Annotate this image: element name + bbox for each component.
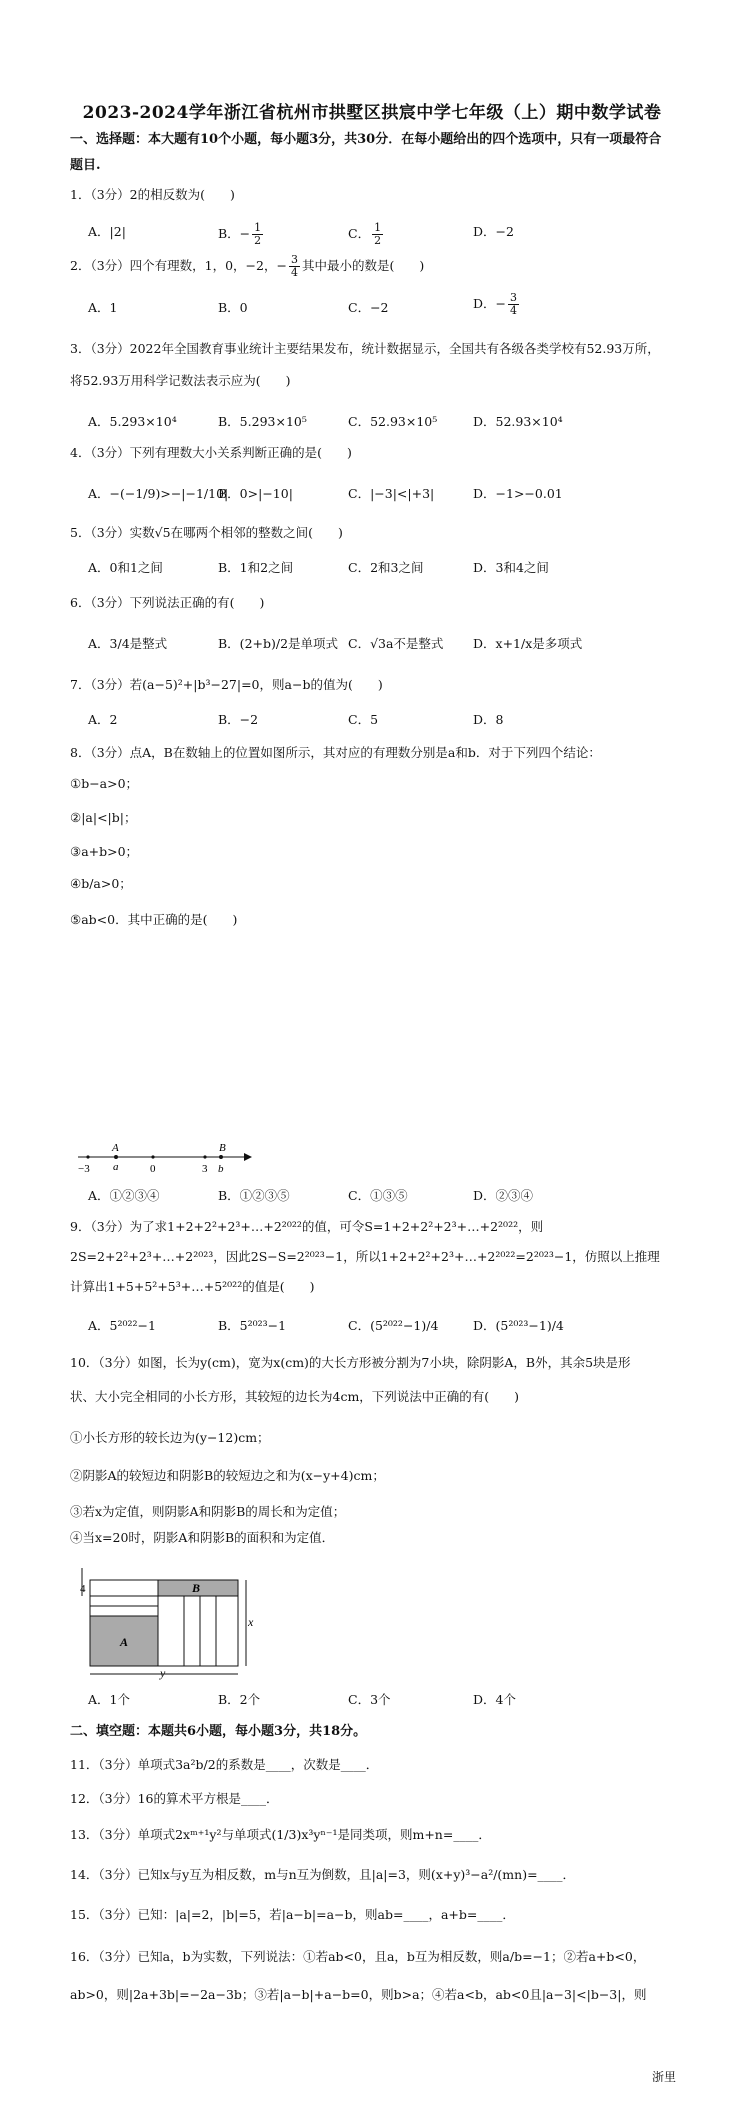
option-c[interactable]: C．52.93×10⁵	[348, 414, 438, 429]
option-b[interactable]: B．2个	[218, 1692, 261, 1707]
option-a[interactable]: A．5²⁰²²−1	[88, 1318, 156, 1333]
rectangle-figure	[76, 1550, 256, 1680]
question-5: 5．（3分）实数√5在哪两个相邻的整数之间( )	[70, 525, 343, 540]
question-9-cont2: 计算出1+5+5²+5³+…+5²⁰²²的值是( )	[70, 1279, 315, 1294]
tick-0	[151, 1155, 154, 1158]
option-b[interactable]: B．−2	[218, 712, 259, 727]
option-d[interactable]: D．52.93×10⁴	[473, 414, 563, 429]
question-3-options	[88, 412, 688, 436]
question-16: 16．（3分）已知a，b为实数，下列说法：①若ab<0，且a，b互为相反数，则a/b=−1；②若a+b<0，	[70, 1949, 646, 1964]
option-a[interactable]: A．0和1之间	[88, 560, 163, 575]
label-3: 3	[202, 1163, 208, 1175]
label-x: x	[248, 1615, 254, 1629]
question-8: 8．（3分）点A，B在数轴上的位置如图所示，其对应的有理数分别是a和b．对于下列四个结论：	[70, 745, 601, 760]
statement-3: ③a+b>0；	[70, 844, 139, 859]
option-c[interactable]: C．|−3|<|+3|	[348, 486, 435, 501]
option-c[interactable]: C．5	[348, 712, 379, 727]
statement-2: ②|a|<|b|；	[70, 810, 137, 825]
label-0: 0	[150, 1163, 156, 1175]
section-1-heading-cont: 题目.	[70, 158, 101, 173]
statement-3: ③若x为定值，则阴影A和阴影B的周长和为定值；	[70, 1504, 346, 1519]
option-c[interactable]: C．√3a不是整式	[348, 636, 444, 651]
question-9-options	[88, 1316, 688, 1340]
section-2-heading: 二、填空题：本题共6小题，每小题3分，共18分。	[70, 1724, 367, 1739]
option-a[interactable]: A．1	[88, 300, 118, 315]
option-b[interactable]: B．5²⁰²³−1	[218, 1318, 287, 1333]
option-d[interactable]: D．−1>−0.01	[473, 486, 563, 501]
option-a[interactable]: A．|2|	[88, 224, 126, 239]
option-c[interactable]: C． $\frac{1}{2}$	[348, 221, 382, 247]
question-11: 11．（3分）单项式3a²b/2的系数是____，次数是____．	[70, 1757, 379, 1772]
question-7: 7．（3分）若(a−5)²+|b³−27|=0，则a−b的值为( )	[70, 677, 383, 692]
tick-3	[203, 1155, 206, 1158]
statement-2: ②阴影A的较短边和阴影B的较短边之和为(x−y+4)cm；	[70, 1468, 385, 1483]
label-a: a	[113, 1161, 119, 1173]
option-a[interactable]: A．3/4是整式	[88, 636, 168, 651]
option-c[interactable]: C．3个	[348, 1692, 391, 1707]
arrow-icon	[244, 1153, 252, 1161]
tick-neg3	[86, 1155, 89, 1158]
question-8-options	[88, 1186, 688, 1210]
option-d[interactable]: D．x+1/x是多项式	[473, 636, 583, 651]
option-b[interactable]: B．(2+b)/2是单项式	[218, 636, 339, 651]
option-b[interactable]: B．0>|−10|	[218, 486, 293, 501]
option-d[interactable]: D．8	[473, 712, 504, 727]
label-A: A	[120, 1635, 129, 1649]
option-c[interactable]: C．2和3之间	[348, 560, 424, 575]
option-b[interactable]: B．①②③⑤	[218, 1188, 290, 1203]
question-12: 12．（3分）16的算术平方根是____．	[70, 1791, 279, 1806]
label-A: A	[112, 1142, 119, 1154]
question-9: 9．（3分）为了求1+2+2²+2³+…+2²⁰²²的值，可令S=1+2+2²+2³+…+2²⁰²²，则	[70, 1219, 544, 1234]
question-5-options	[88, 558, 688, 582]
option-d[interactable]: D．3和4之间	[473, 560, 549, 575]
label-b: b	[218, 1163, 224, 1175]
option-d[interactable]: D．− $\frac{3}{4}$	[473, 291, 517, 317]
question-4: 4．（3分）下列有理数大小关系判断正确的是( )	[70, 445, 352, 460]
option-d[interactable]: D．②③④	[473, 1188, 534, 1203]
option-b[interactable]: B．5.293×10⁵	[218, 414, 307, 429]
section-1-heading: 一、选择题：本大题有10个小题，每小题3分，共30分．在每小题给出的四个选项中，只有一项最符合	[70, 132, 662, 147]
option-b[interactable]: B．0	[218, 300, 248, 315]
question-3-cont: 将52.93万用科学记数法表示应为( )	[70, 373, 291, 388]
question-16-cont: ab>0，则|2a+3b|=−2a−3b；③若|a−b|+a−b=0，则b>a；④若a<b，ab<0且|a−3|<|b−3|，则	[70, 1987, 647, 2002]
question-6: 6．（3分）下列说法正确的有( )	[70, 595, 265, 610]
question-9-cont: 2S=2+2²+2³+…+2²⁰²³，因此2S−S=2²⁰²³−1，所以1+2+2²+2³+…+2²⁰²²=2²⁰²³−1，仿照以上推理	[70, 1249, 660, 1264]
point-b	[219, 1155, 223, 1159]
statement-1: ①b−a>0；	[70, 776, 139, 791]
question-13: 13．（3分）单项式2xᵐ⁺¹y²与单项式(1/3)x³yⁿ⁻¹是同类项，则m+n=____．	[70, 1827, 491, 1842]
label-B: B	[219, 1142, 226, 1154]
label-neg3: −3	[78, 1163, 90, 1175]
option-a[interactable]: A．1个	[88, 1692, 130, 1707]
option-b[interactable]: B．− $\frac{1}{2}$	[218, 221, 262, 247]
label-4: 4	[80, 1583, 86, 1595]
option-c[interactable]: C．①③⑤	[348, 1188, 408, 1203]
number-line-figure	[78, 1140, 258, 1178]
option-a[interactable]: A．2	[88, 712, 118, 727]
option-a[interactable]: A．−(−1/9)>−|−1/10|	[88, 486, 229, 501]
question-1-options	[88, 222, 688, 246]
question-1: 1．（3分）2的相反数为( )	[70, 187, 235, 202]
question-10-cont: 状、大小完全相同的小长方形，其较短的边长为4cm，下列说法中正确的有( )	[70, 1389, 520, 1404]
option-b[interactable]: B．1和2之间	[218, 560, 294, 575]
page-title: 2023-2024学年浙江省杭州市拱墅区拱宸中学七年级（上）期中数学试卷	[82, 103, 662, 123]
option-c[interactable]: C．−2	[348, 300, 389, 315]
question-2-options	[88, 291, 688, 322]
statement-1: ①小长方形的较长边为(y−12)cm；	[70, 1430, 270, 1445]
label-B: B	[192, 1581, 201, 1595]
option-d[interactable]: D．(5²⁰²³−1)/4	[473, 1318, 564, 1333]
option-d[interactable]: D．4个	[473, 1692, 516, 1707]
question-10: 10．（3分）如图，长为y(cm)，宽为x(cm)的大长方形被分割为7小块，除阴影A，B外，其余5块是形	[70, 1355, 631, 1370]
question-6-options	[88, 634, 688, 658]
question-2: 2．（3分）四个有理数，1，0，−2，− $\frac{3}{4}$ 其中最小的数是( )	[70, 253, 425, 279]
question-14: 14．（3分）已知x与y互为相反数，m与n互为倒数，且|a|=3，则(x+y)³−a²/(mn)=____．	[70, 1867, 576, 1882]
option-a[interactable]: A．①②③④	[88, 1188, 160, 1203]
question-3: 3．（3分）2022年全国教育事业统计主要结果发布，统计数据显示，全国共有各级各类学校有52.93万所，	[70, 341, 660, 356]
statement-5: ⑤ab<0．其中正确的是( )	[70, 912, 238, 927]
question-15: 15．（3分）已知：|a|=2，|b|=5，若|a−b|=a−b，则ab=____，a+b=____．	[70, 1907, 515, 1922]
question-4-options	[88, 484, 688, 508]
footer-mark: 浙里	[651, 2070, 676, 2084]
point-a	[114, 1155, 118, 1159]
label-y: y	[160, 1666, 166, 1680]
statement-4: ④b/a>0；	[70, 876, 132, 891]
question-7-options	[88, 710, 688, 734]
question-10-options	[88, 1690, 688, 1714]
option-d[interactable]: D．−2	[473, 224, 514, 239]
option-a[interactable]: A．5.293×10⁴	[88, 414, 177, 429]
option-c[interactable]: C．(5²⁰²²−1)/4	[348, 1318, 439, 1333]
statement-4: ④当x=20时，阴影A和阴影B的面积和为定值．	[70, 1530, 335, 1545]
